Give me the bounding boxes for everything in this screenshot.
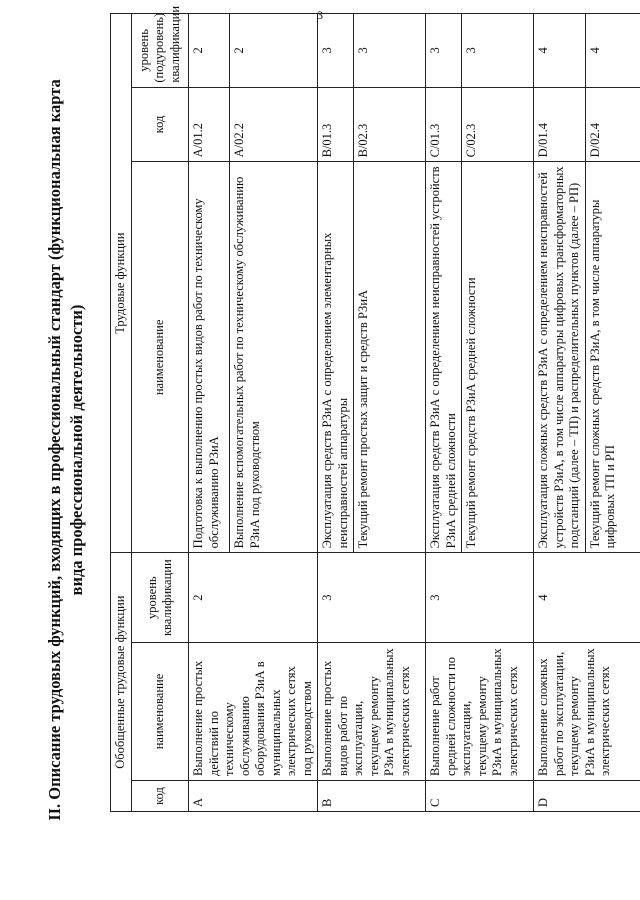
generalized-functions-header: Обобщенные трудовые функции: [111, 553, 132, 812]
col-tf-code-header: код: [132, 87, 189, 162]
col-level-header: уровень квалификации: [132, 553, 189, 643]
gen-name: Выполнение простых действий по техническому обслуживанию оборудования РЗиА в муниципальных электрических сетях под руководством: [189, 643, 318, 781]
gen-level: 3: [318, 553, 426, 643]
header-row-1: [111, 14, 132, 812]
functional-map-table: [110, 5, 640, 812]
col-tf-name-header: наименование: [132, 162, 189, 553]
tf-level: 3: [426, 14, 462, 88]
gen-level: 2: [189, 553, 318, 643]
table-row: [318, 14, 354, 812]
page-number: 3: [317, 8, 323, 22]
table-row: [534, 14, 586, 812]
gen-level: 3: [426, 553, 534, 643]
col-name-header: наименование: [132, 643, 189, 781]
tf-name: Текущий ремонт средств РЗиА средней сложности: [462, 162, 534, 553]
tf-level: 3: [318, 14, 354, 88]
tf-code: D/01.4: [534, 87, 586, 162]
labor-functions-header: Трудовые функции: [111, 14, 132, 553]
tf-code: D/02.4: [585, 87, 640, 162]
tf-code: A/02.2: [230, 87, 318, 162]
tf-level: 2: [230, 14, 318, 88]
gen-name: Выполнение сложных работ по эксплуатации, текущему ремонту РЗиА в муниципальных электрических сетях: [534, 643, 640, 781]
tf-code: B/01.3: [318, 87, 354, 162]
header-row-2: [132, 14, 189, 812]
col-tf-level-header: уровень (подуровень) квалификации: [132, 14, 189, 88]
gen-code: A: [189, 780, 318, 811]
gen-level: 4: [534, 553, 640, 643]
tf-level: 4: [585, 14, 640, 88]
tf-name: Эксплуатация сложных средств РЗиА с определением неисправностей устройств РЗиА, в том числе аппаратуры цифровых трансформаторных подстанций (далее – ТП) и распределительных пунктов (далее – РП): [534, 162, 586, 553]
tf-name: Текущий ремонт простых защит и средств РЗиА: [354, 162, 426, 553]
col-code-header: код: [132, 780, 189, 811]
gen-code: B: [318, 780, 426, 811]
tf-name: Эксплуатация средств РЗиА с определением элементарных неисправностей аппаратуры: [318, 162, 354, 553]
tf-level: 4: [534, 14, 586, 88]
table-row: [189, 14, 230, 812]
gen-name: Выполнение простых видов работ по эксплуатации, текущему ремонту РЗиА в муниципальных электрических сетях: [318, 643, 426, 781]
tf-code: C/01.3: [426, 87, 462, 162]
gen-name: Выполнение работ средней сложности по эксплуатации, текущему ремонту РЗиА в муниципальных электрических сетях: [426, 643, 534, 781]
tf-name: Эксплуатация средств РЗиА с определением неисправностей устройств РЗиА средней сложности: [426, 162, 462, 553]
tf-level: 2: [189, 14, 230, 88]
tf-code: C/02.3: [462, 87, 534, 162]
table-row: [426, 14, 462, 812]
tf-name: Подготовка к выполнению простых видов работ по техническому обслуживанию РЗиА: [189, 162, 230, 553]
tf-name: Текущий ремонт сложных средств РЗиА, в том числе аппаратуры цифровых ТП и РП: [585, 162, 640, 553]
section-title: II. Описание трудовых функций, входящих в профессиональный стандарт (функциональная карта вида профессиональной деятельности): [45, 79, 86, 821]
gen-code: C: [426, 780, 534, 811]
tf-level: 3: [354, 14, 426, 88]
tf-code: B/02.3: [354, 87, 426, 162]
gen-code: D: [534, 780, 640, 811]
tf-code: A/01.2: [189, 87, 230, 162]
tf-level: 3: [462, 14, 534, 88]
tf-name: Выполнение вспомогательных работ по техническому обслуживанию РЗиА под руководством: [230, 162, 318, 553]
